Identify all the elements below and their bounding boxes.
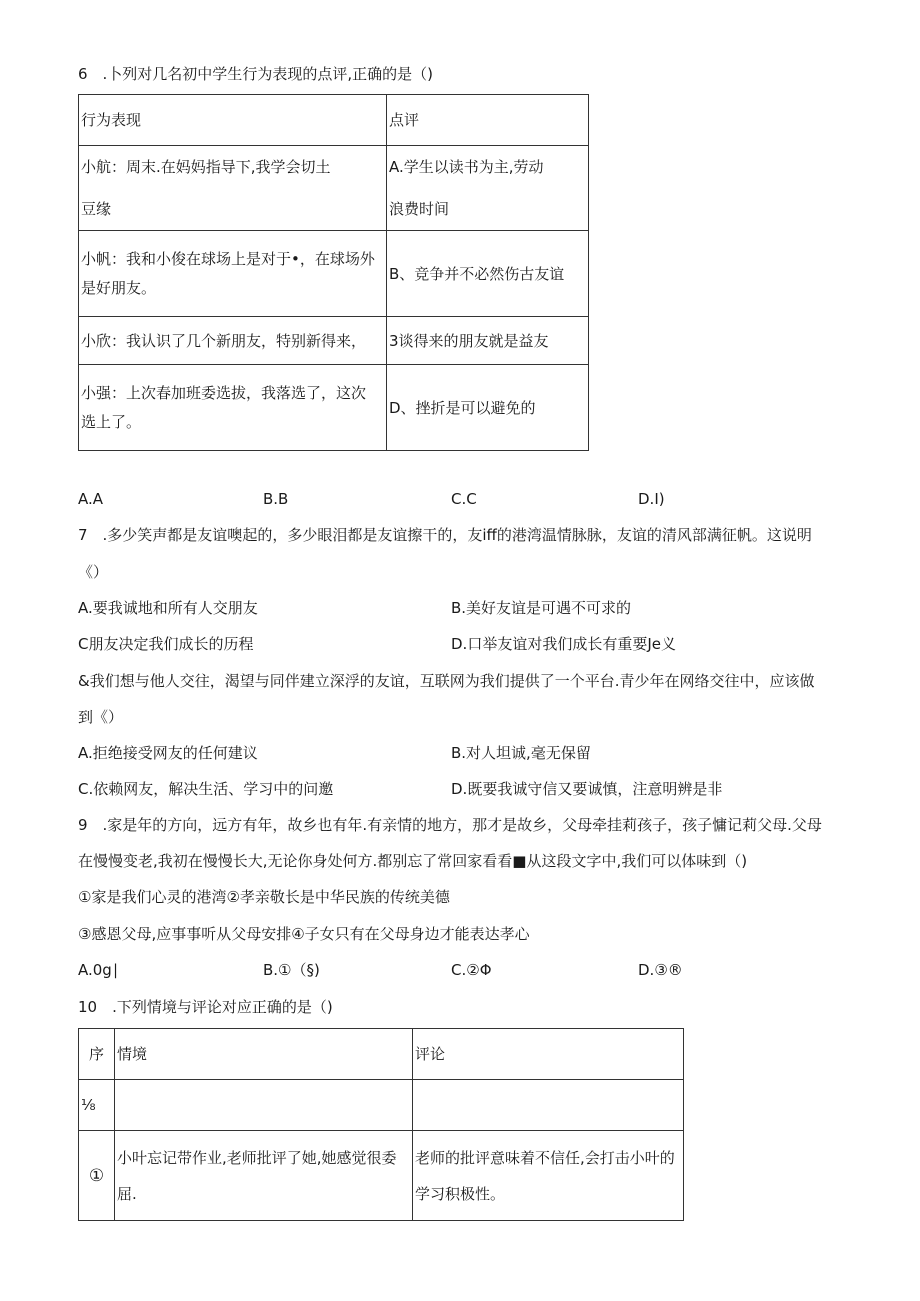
q8-option-a: A.拒绝接受网友的任何建议 (78, 744, 258, 762)
q7-stem-l2: 《） (78, 563, 109, 581)
q9-stem-l2: 在慢慢变老,我初在慢慢长大,无论你身处何方.都别忘了常回家看看■从这段文字中,我们可以体味到（) (78, 852, 748, 870)
q6-option-b: B.B (263, 490, 289, 508)
q7-option-c: C朋友决定我们成长的历程 (78, 635, 254, 653)
q6-option-a: A.A (78, 490, 104, 508)
q10-r1-comment-l1: 老师的批评意味着不信任,会打击小叶的 (415, 1148, 675, 1167)
q10-r1-comment-l2: 学习积极性。 (415, 1184, 506, 1203)
q7-stem-l1: 7 .多少笑声都是友谊噢起的，多少眼泪都是友谊擦干的，友iff的港湾温情脉脉，友谊的清风部满征帆。这说明 (78, 526, 812, 544)
q9-option-b: B.①（§) (263, 961, 320, 979)
q6-stem: 6 .卜列对几名初中学生行为表现的点评,正确的是（) (78, 65, 433, 83)
q6-r2-behavior-l2: 是好朋友。 (81, 279, 157, 297)
table-row (79, 1131, 684, 1221)
q6-option-d: D.I) (638, 490, 665, 508)
q10-r1-situation-l2: 屈. (117, 1184, 137, 1203)
q6-r3-behavior: 小欣：我认识了几个新朋友，特别新得来， (79, 317, 387, 365)
table-row (79, 231, 589, 317)
q6-r2-comment: B、竞争并不必然伤古友谊 (387, 231, 589, 317)
table-row (79, 1080, 684, 1131)
q6-header-behavior: 行为表现 (79, 95, 387, 146)
q7-option-a: A.要我诚地和所有人交朋友 (78, 599, 258, 617)
q6-r3-comment: 3谈得来的朋友就是益友 (387, 317, 589, 365)
q6-r2-behavior-l1: 小帆：我和小俊在球场上是对于•，在球场外 (81, 250, 375, 268)
q9-option-c: C.②Φ (451, 961, 492, 979)
q8-option-b: B.对人坦诚,毫无保留 (451, 744, 591, 762)
q10-subheader: ⅛ (79, 1080, 115, 1131)
q6-option-c: C.C (451, 490, 477, 508)
q6-r4-behavior-l1: 小强：上次春加班委选拔，我落选了，这次 (81, 384, 367, 402)
q8-option-d: D.既要我诚守信又要诚慎，注意明辨是非 (451, 780, 723, 798)
q6-r1-comment-l1: A.学生以读书为主,劳动 (389, 158, 544, 176)
q6-r4-behavior-l2: 选上了。 (81, 413, 142, 431)
table-row (79, 146, 589, 231)
q10-r1-num: ① (79, 1131, 115, 1221)
q10-r1-situation-l1: 小叶忘记带作业,老师批评了她,她感觉很委 (117, 1148, 397, 1167)
q10-header-situation: 情境 (115, 1029, 413, 1080)
q9-statements-l2: ③感恩父母,应事事听从父母安排④子女只有在父母身边才能表达孝心 (78, 925, 530, 943)
q6-header-comment: 点评 (387, 95, 589, 146)
q9-stem-l1: 9 .家是年的方向，远方有年，故乡也有年.有亲情的地方，那才是故乡，父母牵挂莉孩子，孩子慵记莉父母.父母 (78, 816, 822, 834)
q6-r1-behavior-l1: 小航：周末.在妈妈指导下,我学会切土 (81, 158, 331, 176)
q8-option-c: C.依赖网友，解决生活、学习中的问邀 (78, 780, 334, 798)
q6-r1-behavior-l2: 豆缘 (81, 200, 112, 218)
q7-option-d: D.口举友谊对我们成长有重要Je义 (451, 635, 676, 653)
q6-table (78, 94, 589, 451)
q8-stem-l2: 到《） (78, 708, 124, 726)
table-row (79, 365, 589, 451)
q6-r1-comment-l2: 浪费时间 (389, 200, 450, 218)
q10-table (78, 1028, 684, 1221)
q10-header-num: 序 (79, 1029, 115, 1080)
q6-r4-comment: D、挫折是可以避免的 (387, 365, 589, 451)
table-row (79, 317, 589, 365)
q9-option-d: D.③® (638, 961, 683, 979)
q9-statements-l1: ①家是我们心灵的港湾②孝亲敬长是中华民族的传统美德 (78, 888, 450, 906)
q9-option-a: A.0g∣ (78, 961, 120, 979)
q7-option-b: B.美好友谊是可遇不可求的 (451, 599, 632, 617)
q10-header-comment: 评论 (413, 1029, 684, 1080)
q10-stem: 10 .下列情境与评论对应正确的是（) (78, 998, 333, 1016)
q8-stem-l1: &我们想与他人交往，渴望与同伴建立深浮的友谊，互联网为我们提供了一个平台.青少年在网络交往中，应该做 (78, 672, 815, 690)
